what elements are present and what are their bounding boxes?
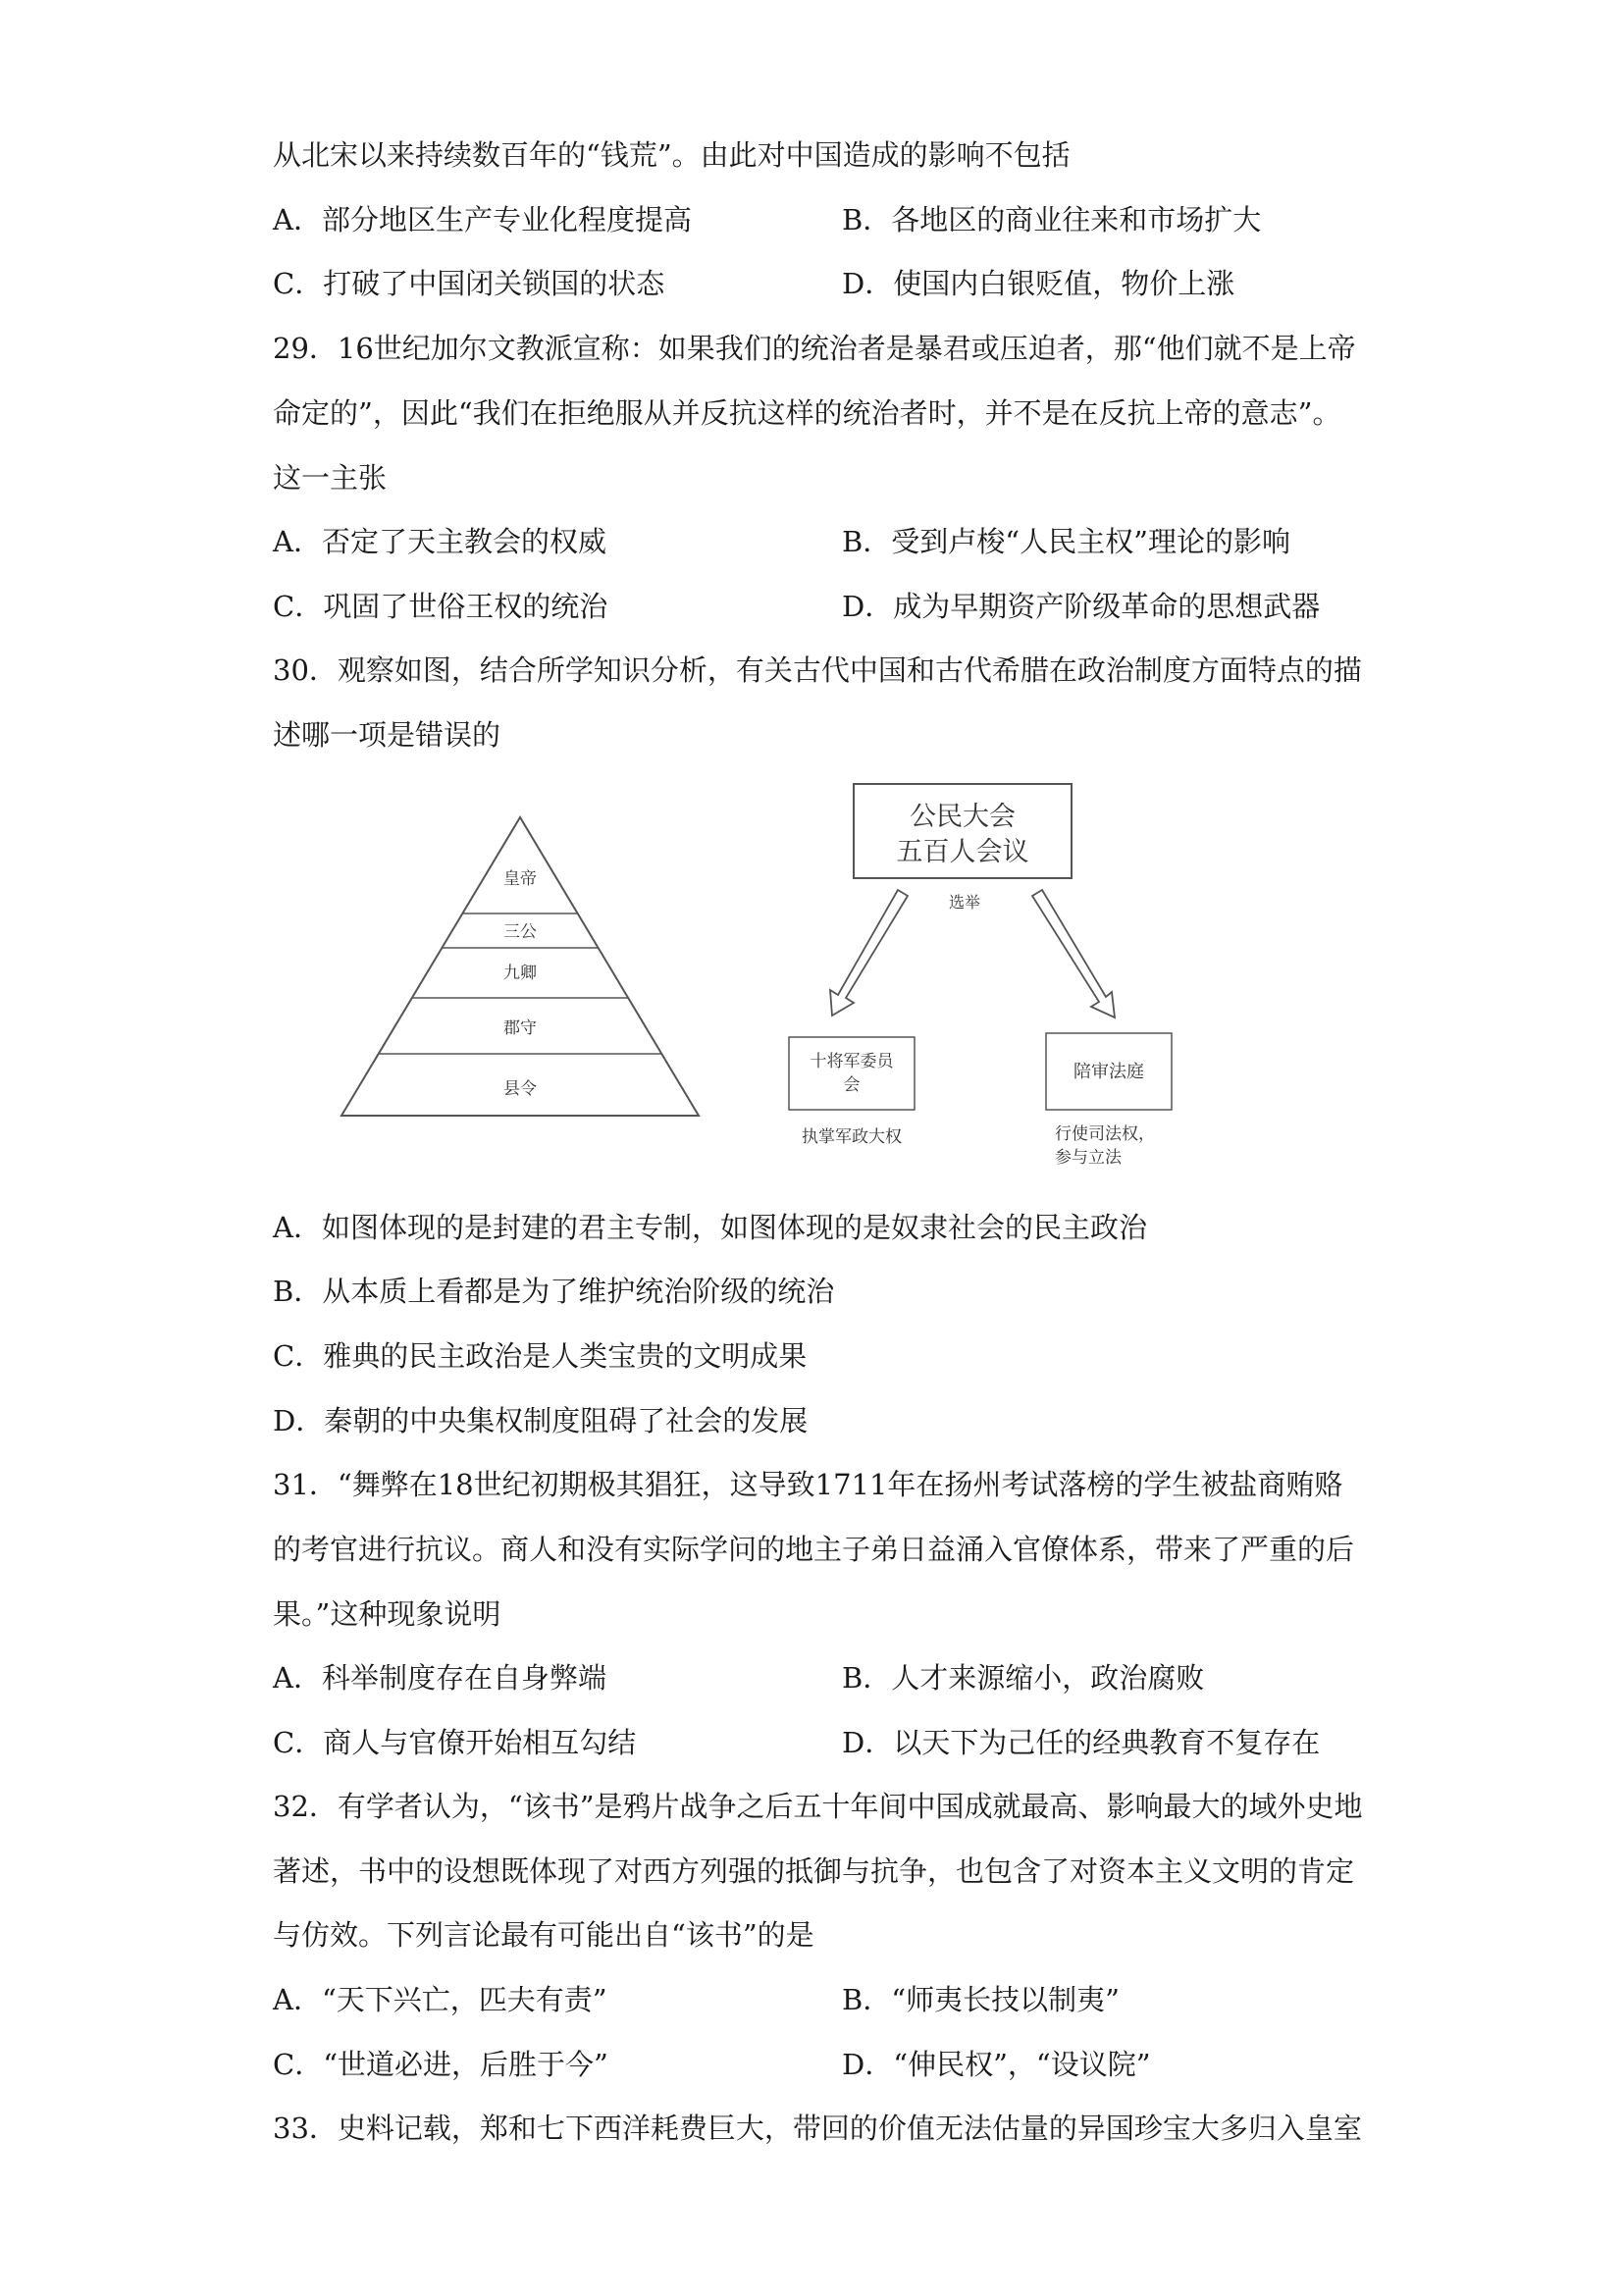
jury-court-caption-2: 参与立法 (1055, 1148, 1122, 1168)
generals-board-box (789, 1037, 915, 1110)
assembly-label: 公民大会 (910, 802, 1016, 832)
arrow-down-right-icon (1032, 890, 1115, 1018)
q28-stem: 从北宋以来持续数百年的“钱荒”。由此对中国造成的影响不包括 (273, 138, 1071, 172)
arrow-down-left-icon (830, 890, 908, 1016)
jury-court-caption-1: 行使司法权， (1055, 1124, 1155, 1144)
q32-option-d: D．“伸民权”，“设议院” (842, 2048, 1151, 2081)
q29-option-c: C．巩固了世俗王权的统治 (273, 590, 608, 623)
q30-option-d: D．秦朝的中央集权制度阻碍了社会的发展 (273, 1404, 809, 1437)
q28-option-d: D．使国内白银贬值，物价上涨 (842, 267, 1235, 300)
q29-stem-line-2: 命定的”，因此“我们在拒绝服从并反抗这样的统治者时，并不是在反抗上帝的意志”。 (273, 396, 1341, 430)
q29-option-a: A．否定了天主教会的权威 (273, 525, 606, 558)
q32-stem-line-3: 与仿效。下列言论最有可能出自“该书”的是 (273, 1918, 814, 1952)
q32-option-c: C．“世道必进，后胜于今” (273, 2048, 608, 2081)
pyramid-diagram (334, 809, 707, 1123)
q29-option-b: B．受到卢梭“人民主权”理论的影响 (842, 525, 1290, 558)
q28-option-c: C．打破了中国闭关锁国的状态 (273, 267, 665, 300)
q31-stem-line-1: 31．“舞弊在18世纪初期极其猖狂，这导致1711年在扬州考试落榜的学生被盐商贿赂 (273, 1468, 1343, 1501)
q29-option-d: D．成为早期资产阶级革命的思想武器 (842, 590, 1321, 623)
pyramid-level-2: 三公 (503, 922, 537, 942)
generals-board-label-1: 十将军委员 (810, 1052, 894, 1071)
q31-option-c: C．商人与官僚开始相互勾结 (273, 1726, 637, 1759)
q32-option-b: B．“师夷长技以制夷” (842, 1983, 1120, 2016)
q29-stem-line-3: 这一主张 (273, 461, 388, 495)
q30-option-c: C．雅典的民主政治是人类宝贵的文明成果 (273, 1339, 808, 1373)
q31-option-b: B．人才来源缩小，政治腐败 (842, 1661, 1205, 1695)
q31-option-d: D．以天下为己任的经典教育不复存在 (842, 1726, 1321, 1759)
generals-board-label-2: 会 (843, 1075, 861, 1095)
elect-label: 选举 (948, 893, 981, 912)
q32-stem-line-2: 著述，书中的设想既体现了对西方列强的抵御与抗争，也包含了对资本主义文明的肯定 (273, 1854, 1355, 1888)
q30-option-b: B．从本质上看都是为了维护统治阶级的统治 (273, 1275, 835, 1308)
q31-stem-line-3: 果。”这种现象说明 (273, 1597, 501, 1631)
q33-stem-line-1: 33．史料记载，郑和七下西洋耗费巨大，带回的价值无法估量的异国珍宝大多归入皇室 (273, 2112, 1362, 2145)
q31-option-a: A．科举制度存在自身弊端 (273, 1661, 606, 1695)
q32-stem-line-1: 32．有学者认为，“该书”是鸦片战争之后五十年间中国成就最高、影响最大的域外史地 (273, 1790, 1363, 1823)
pyramid-level-3: 九卿 (503, 964, 537, 983)
pyramid-level-5: 县令 (503, 1079, 537, 1099)
q28-option-b: B．各地区的商业往来和市场扩大 (842, 203, 1262, 236)
q29-stem-line-1: 29．16世纪加尔文教派宣称：如果我们的统治者是暴君或压迫者，那“他们就不是上帝 (273, 332, 1356, 365)
pyramid-level-4: 郡守 (503, 1018, 537, 1038)
q31-stem-line-2: 的考官进行抗议。商人和没有实际学问的地主子弟日益涌入官僚体系，带来了严重的后 (273, 1533, 1355, 1566)
q30-stem-line-2: 述哪一项是错误的 (273, 718, 501, 752)
q32-option-a: A．“天下兴亡，匹夫有责” (273, 1983, 607, 2016)
council-label: 五百人会议 (896, 837, 1029, 867)
generals-board-caption: 执掌军政大权 (802, 1127, 902, 1147)
q30-option-a: A．如图体现的是封建的君主专制，如图体现的是奴隶社会的民主政治 (273, 1211, 1147, 1244)
jury-court-label: 陪审法庭 (1073, 1062, 1144, 1082)
q28-option-a: A．部分地区生产专业化程度提高 (273, 203, 692, 236)
athens-diagram (775, 780, 1217, 1177)
q30-stem-line-1: 30．观察如图，结合所学知识分析，有关古代中国和古代希腊在政治制度方面特点的描 (273, 653, 1362, 687)
pyramid-level-1: 皇帝 (503, 869, 537, 889)
